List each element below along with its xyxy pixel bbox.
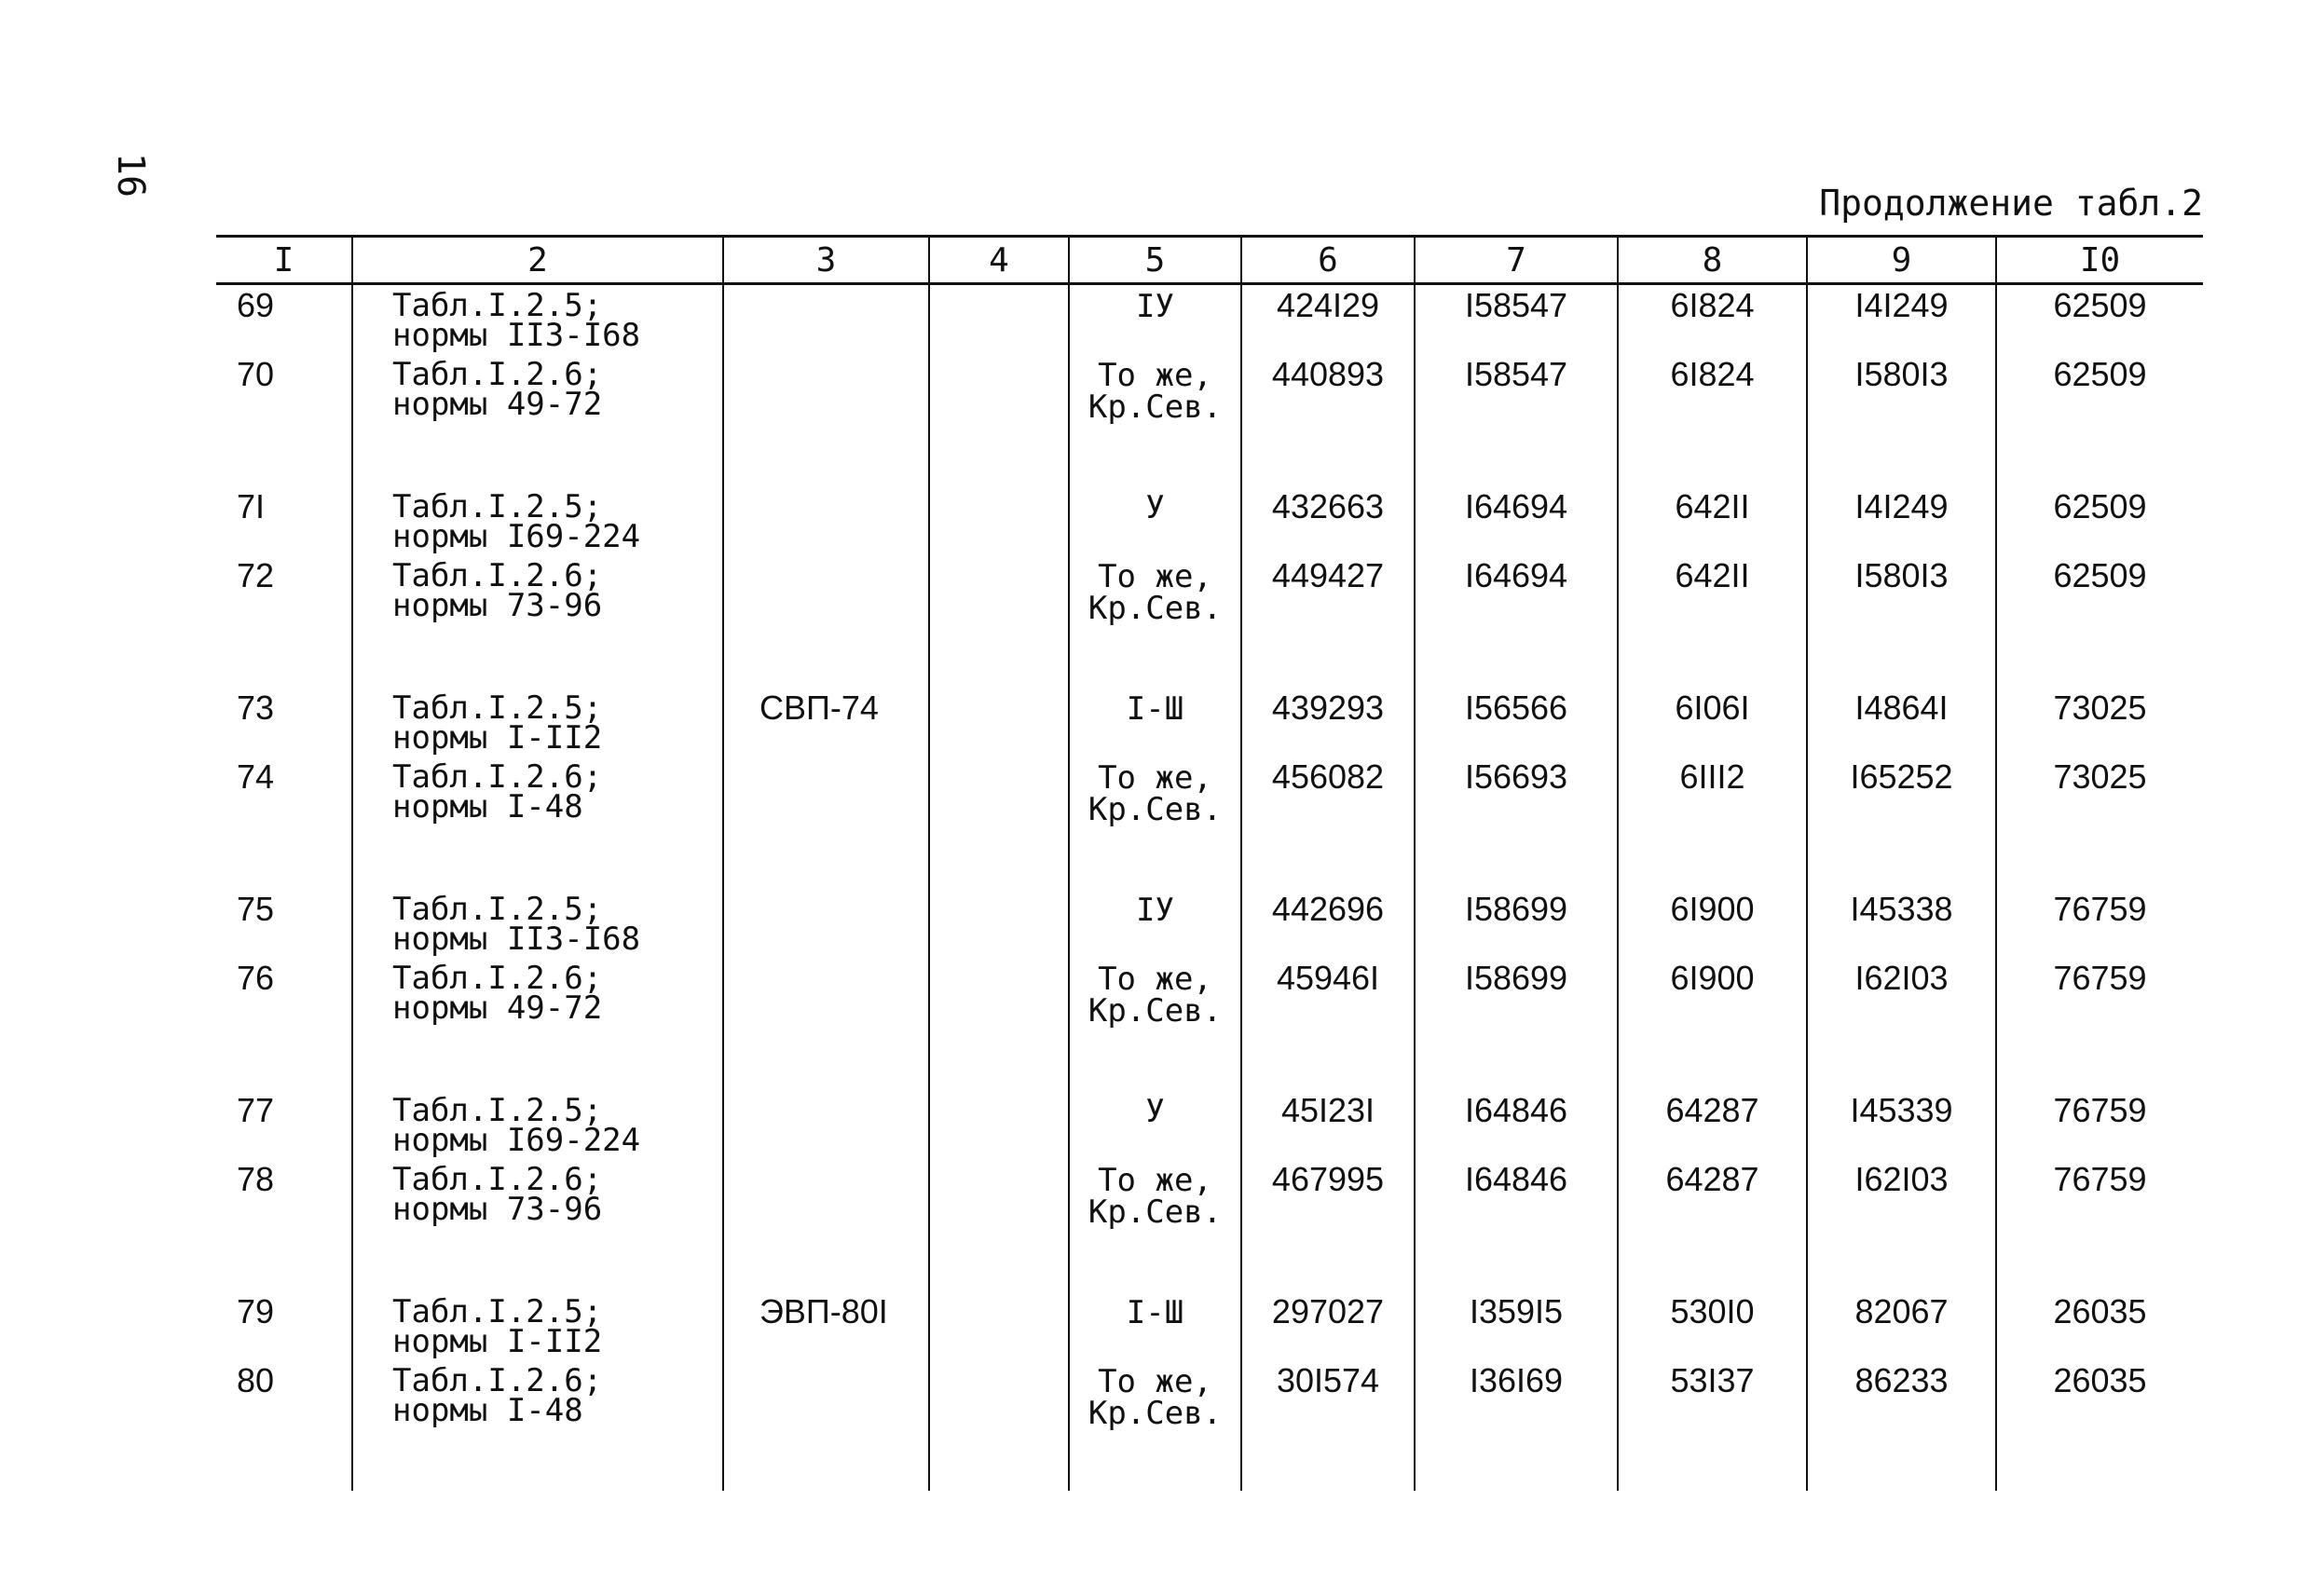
- source-cell: [352, 354, 723, 486]
- table-row: [216, 1090, 2203, 1159]
- value-col-7: I359I5: [1415, 1291, 1618, 1360]
- region-cell: [1069, 1360, 1241, 1491]
- value-col-6: 467995: [1241, 1159, 1415, 1291]
- row-number: 70: [237, 355, 275, 393]
- value-col-10: 73025: [1996, 757, 2203, 889]
- column-4-cell: [929, 688, 1069, 757]
- device-cell: [723, 1360, 929, 1491]
- table-body: [216, 284, 2203, 1492]
- column-4-cell: [929, 757, 1069, 889]
- region-cell: [1069, 757, 1241, 889]
- device-cell: ЭВП-80I: [723, 1291, 929, 1360]
- column-header: I0: [1996, 237, 2203, 284]
- column-header: 6: [1241, 237, 1415, 284]
- source-table: Табл.I.2.6;: [392, 1161, 603, 1198]
- value-col-6: 439293: [1241, 688, 1415, 757]
- value-col-7: I58547: [1415, 354, 1618, 486]
- source-table: Табл.I.2.5;: [392, 1092, 603, 1129]
- column-header: 2: [352, 237, 723, 284]
- value-col-7: I36I69: [1415, 1360, 1618, 1491]
- value-col-9: I65252: [1807, 757, 1996, 889]
- region-line-2: Кр.Сев.: [1088, 1194, 1223, 1231]
- value-col-8: 53I37: [1618, 1360, 1807, 1491]
- region-line-1: I-Ш: [1126, 1294, 1184, 1331]
- value-col-8: 64287: [1618, 1090, 1807, 1159]
- source-cell: [352, 555, 723, 688]
- column-4-cell: [929, 1360, 1069, 1491]
- value-col-7: I64846: [1415, 1159, 1618, 1291]
- row-number: 75: [237, 890, 275, 928]
- value-col-9: I45339: [1807, 1090, 1996, 1159]
- device-cell: [723, 486, 929, 555]
- region-line-1: То же,: [1098, 1162, 1212, 1199]
- table-row: [216, 757, 2203, 889]
- value-col-6: 45946I: [1241, 958, 1415, 1090]
- region-line-1: То же,: [1098, 357, 1212, 394]
- source-table: Табл.I.2.5;: [392, 689, 603, 727]
- source-norms: нормы I69-224: [392, 1122, 641, 1159]
- row-number: 73: [237, 689, 275, 727]
- table-row: [216, 889, 2203, 958]
- value-col-9: I4864I: [1807, 688, 1996, 757]
- source-norms: нормы I-II2: [392, 1323, 603, 1360]
- column-4-cell: [929, 889, 1069, 958]
- table-row: [216, 555, 2203, 688]
- source-norms: нормы 49-72: [392, 386, 603, 423]
- source-table: Табл.I.2.5;: [392, 488, 603, 525]
- value-col-7: I64694: [1415, 486, 1618, 555]
- source-cell: [352, 889, 723, 958]
- device-cell: [723, 284, 929, 355]
- column-header: 5: [1069, 237, 1241, 284]
- column-header: 3: [723, 237, 929, 284]
- source-cell: [352, 757, 723, 889]
- region-cell: [1069, 1291, 1241, 1360]
- source-norms: нормы I-48: [392, 788, 583, 825]
- value-col-10: 62509: [1996, 284, 2203, 355]
- region-cell: [1069, 354, 1241, 486]
- source-norms: нормы 73-96: [392, 1191, 603, 1228]
- region-cell: [1069, 486, 1241, 555]
- value-col-9: I580I3: [1807, 354, 1996, 486]
- region-cell: [1069, 1159, 1241, 1291]
- value-col-7: I58699: [1415, 958, 1618, 1090]
- value-col-7: I58699: [1415, 889, 1618, 958]
- value-col-8: 530I0: [1618, 1291, 1807, 1360]
- source-table: Табл.I.2.5;: [392, 1293, 603, 1330]
- value-col-8: 642II: [1618, 555, 1807, 688]
- row-number: 69: [237, 286, 275, 324]
- source-cell: [352, 1090, 723, 1159]
- table-row: [216, 1291, 2203, 1360]
- region-line-1: То же,: [1098, 1363, 1212, 1400]
- row-number: 7I: [237, 487, 266, 525]
- table-row: [216, 284, 2203, 355]
- source-norms: нормы 73-96: [392, 587, 603, 624]
- region-line-1: То же,: [1098, 558, 1212, 595]
- row-number: 74: [237, 757, 275, 796]
- value-col-6: 456082: [1241, 757, 1415, 889]
- region-line-2: Кр.Сев.: [1088, 590, 1223, 627]
- column-4-cell: [929, 958, 1069, 1090]
- value-col-7: I58547: [1415, 284, 1618, 355]
- source-table: Табл.I.2.5;: [392, 287, 603, 324]
- value-col-7: I64846: [1415, 1090, 1618, 1159]
- value-col-6: 449427: [1241, 555, 1415, 688]
- table-row: [216, 1360, 2203, 1491]
- value-col-10: 76759: [1996, 889, 2203, 958]
- value-col-9: 86233: [1807, 1360, 1996, 1491]
- region-cell: [1069, 555, 1241, 688]
- table-row: [216, 1159, 2203, 1291]
- source-cell: [352, 486, 723, 555]
- region-line-1: У: [1145, 489, 1165, 526]
- device-cell: [723, 1159, 929, 1291]
- source-table: Табл.I.2.6;: [392, 960, 603, 997]
- device-cell: СВП-74: [723, 688, 929, 757]
- value-col-8: 642II: [1618, 486, 1807, 555]
- region-line-1: I-Ш: [1126, 690, 1184, 728]
- value-col-7: I56693: [1415, 757, 1618, 889]
- region-line-2: Кр.Сев.: [1088, 1395, 1223, 1432]
- row-number: 79: [237, 1292, 275, 1330]
- source-norms: нормы I-48: [392, 1392, 583, 1429]
- value-col-10: 26035: [1996, 1360, 2203, 1491]
- value-col-8: 6I824: [1618, 284, 1807, 355]
- value-col-7: I56566: [1415, 688, 1618, 757]
- region-line-1: То же,: [1098, 961, 1212, 998]
- source-table: Табл.I.2.6;: [392, 356, 603, 393]
- value-col-10: 62509: [1996, 486, 2203, 555]
- source-cell: [352, 958, 723, 1090]
- source-table: Табл.I.2.6;: [392, 1362, 603, 1399]
- region-line-1: IУ: [1136, 892, 1174, 929]
- value-col-10: 73025: [1996, 688, 2203, 757]
- column-header: 9: [1807, 237, 1996, 284]
- value-col-9: I4I249: [1807, 284, 1996, 355]
- source-table: Табл.I.2.6;: [392, 557, 603, 594]
- value-col-8: 6I06I: [1618, 688, 1807, 757]
- table-row: [216, 688, 2203, 757]
- region-line-1: IУ: [1136, 288, 1174, 325]
- region-cell: [1069, 1090, 1241, 1159]
- device-cell: [723, 757, 929, 889]
- value-col-10: 76759: [1996, 1159, 2203, 1291]
- column-4-cell: [929, 1090, 1069, 1159]
- value-col-6: 442696: [1241, 889, 1415, 958]
- region-line-1: У: [1145, 1093, 1165, 1130]
- column-4-cell: [929, 486, 1069, 555]
- source-norms: нормы I69-224: [392, 518, 641, 555]
- row-number: 72: [237, 556, 275, 594]
- data-table: [216, 235, 2203, 1491]
- region-cell: [1069, 688, 1241, 757]
- column-4-cell: [929, 354, 1069, 486]
- source-table: Табл.I.2.5;: [392, 891, 603, 928]
- row-number: 80: [237, 1361, 275, 1399]
- table-row: [216, 486, 2203, 555]
- source-norms: нормы I-II2: [392, 719, 603, 757]
- region-line-2: Кр.Сев.: [1088, 389, 1223, 426]
- source-table: Табл.I.2.6;: [392, 758, 603, 796]
- value-col-6: 440893: [1241, 354, 1415, 486]
- value-col-10: 62509: [1996, 354, 2203, 486]
- device-cell: [723, 889, 929, 958]
- value-col-9: I62I03: [1807, 1159, 1996, 1291]
- row-number: 78: [237, 1160, 275, 1198]
- source-cell: [352, 284, 723, 355]
- column-4-cell: [929, 555, 1069, 688]
- source-norms: нормы II3-I68: [392, 921, 641, 958]
- row-number: 77: [237, 1091, 275, 1129]
- region-line-2: Кр.Сев.: [1088, 992, 1223, 1030]
- header-row: [216, 237, 2203, 284]
- source-cell: [352, 688, 723, 757]
- row-number: 76: [237, 959, 275, 997]
- value-col-10: 76759: [1996, 958, 2203, 1090]
- device-cell: [723, 1090, 929, 1159]
- column-header: I: [273, 240, 294, 280]
- value-col-9: I45338: [1807, 889, 1996, 958]
- table-row: [216, 354, 2203, 486]
- source-cell: [352, 1159, 723, 1291]
- value-col-6: 45I23I: [1241, 1090, 1415, 1159]
- value-col-8: 6I824: [1618, 354, 1807, 486]
- value-col-7: I64694: [1415, 555, 1618, 688]
- value-col-6: 297027: [1241, 1291, 1415, 1360]
- column-header: 4: [929, 237, 1069, 284]
- region-cell: [1069, 958, 1241, 1090]
- value-col-8: 6III2: [1618, 757, 1807, 889]
- table-row: [216, 958, 2203, 1090]
- column-4-cell: [929, 284, 1069, 355]
- device-cell: [723, 555, 929, 688]
- device-cell: [723, 354, 929, 486]
- column-4-cell: [929, 1291, 1069, 1360]
- value-col-9: I4I249: [1807, 486, 1996, 555]
- region-line-1: То же,: [1098, 759, 1212, 797]
- value-col-8: 6I900: [1618, 958, 1807, 1090]
- source-cell: [352, 1360, 723, 1491]
- value-col-6: 424I29: [1241, 284, 1415, 355]
- table-caption: Продолжение табл.2: [1819, 183, 2203, 224]
- column-header: 8: [1618, 237, 1807, 284]
- device-cell: [723, 958, 929, 1090]
- value-col-6: 30I574: [1241, 1360, 1415, 1491]
- source-norms: нормы II3-I68: [392, 317, 641, 354]
- column-4-cell: [929, 1159, 1069, 1291]
- region-cell: [1069, 284, 1241, 355]
- value-col-8: 64287: [1618, 1159, 1807, 1291]
- region-line-2: Кр.Сев.: [1088, 791, 1223, 828]
- value-col-9: I62I03: [1807, 958, 1996, 1090]
- value-col-10: 26035: [1996, 1291, 2203, 1360]
- value-col-9: 82067: [1807, 1291, 1996, 1360]
- value-col-10: 76759: [1996, 1090, 2203, 1159]
- value-col-8: 6I900: [1618, 889, 1807, 958]
- region-cell: [1069, 889, 1241, 958]
- source-cell: [352, 1291, 723, 1360]
- value-col-10: 62509: [1996, 555, 2203, 688]
- column-header: 7: [1415, 237, 1618, 284]
- source-norms: нормы 49-72: [392, 989, 603, 1027]
- value-col-9: I580I3: [1807, 555, 1996, 688]
- page-number: 16: [109, 152, 153, 198]
- value-col-6: 432663: [1241, 486, 1415, 555]
